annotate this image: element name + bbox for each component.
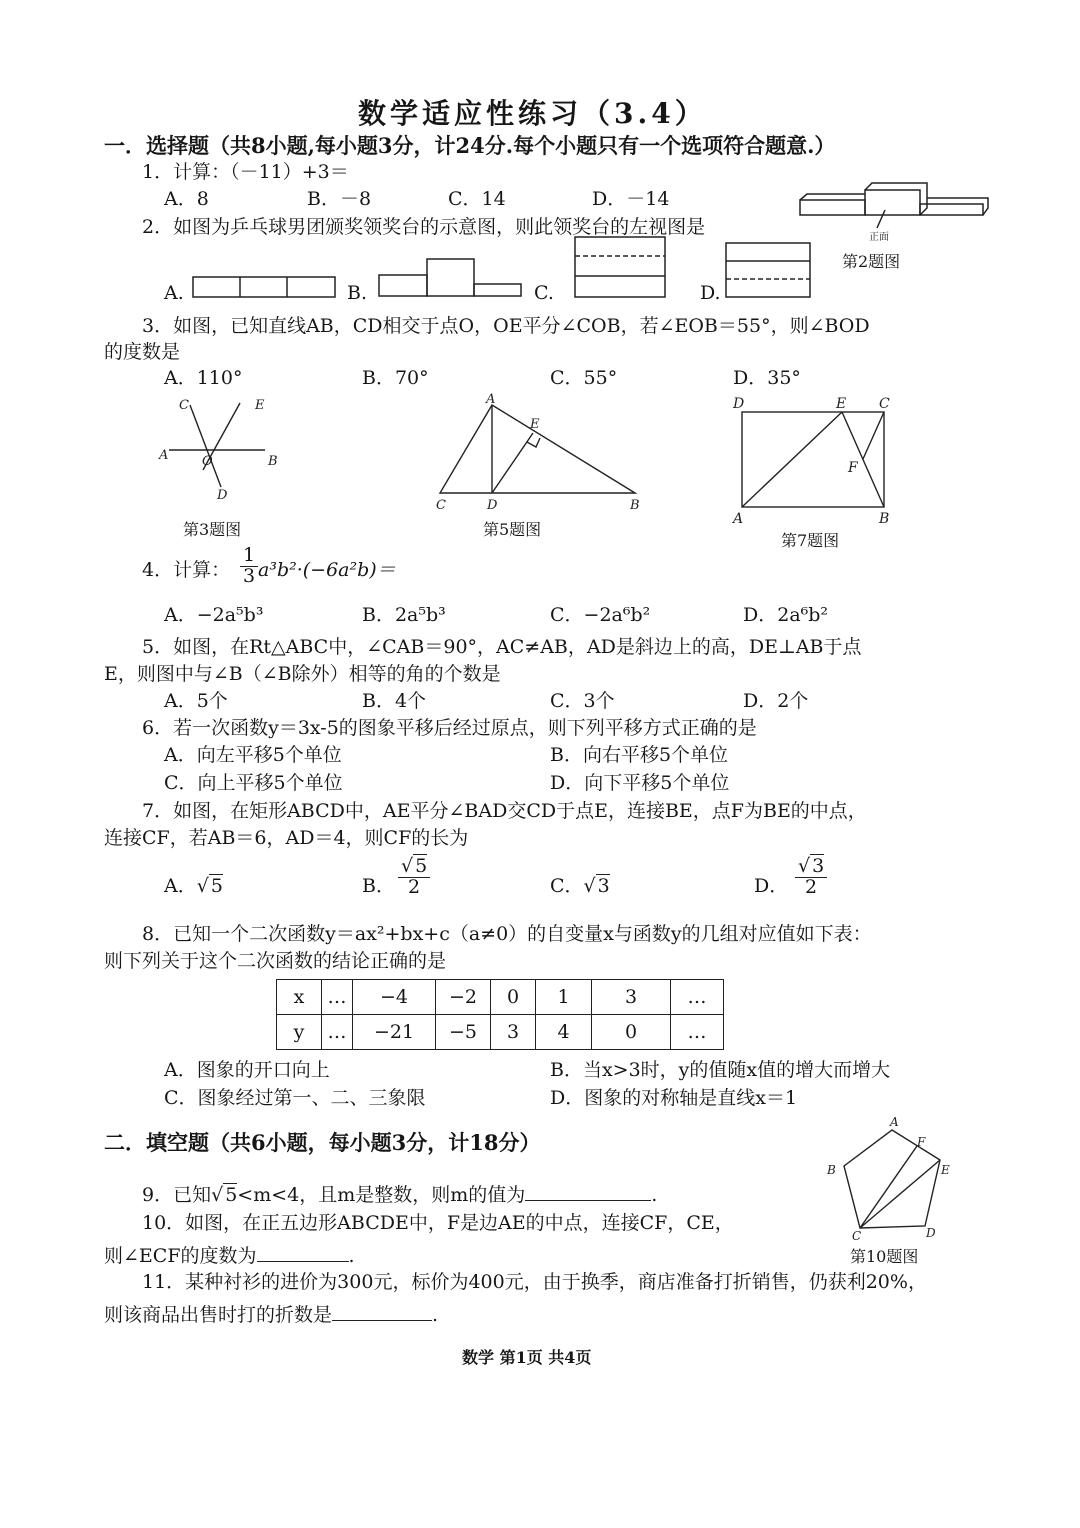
q7-option-b-den: 2 [408,875,421,898]
q7-option-c: C．√ 3 [550,875,610,897]
q7-option-d-fraction: $\frac{√ 3}{2}$ [795,857,827,898]
q2-option-b-shape [378,258,524,298]
fig10-label-a: A [890,1115,899,1129]
q7-option-a-radicand: 5 [210,875,223,897]
q9-line: 9．已知√ 5<m<4，且m是整数，则m的值为 . [142,1184,658,1206]
fig3-intersecting-lines [155,395,285,510]
q1-stem: 1．计算：（－11）+3＝ [142,161,349,183]
q1-option-b: B．－8 [307,188,372,210]
q7-option-a-label: A． [164,875,197,897]
table-cell: … [671,1015,724,1050]
q7-option-c-label: C． [550,875,584,897]
q8-stem: 8．已知一个二次函数y＝ax²+bx+c（a≠0）的自变量x与函数y的几组对应值如下表： [142,923,872,945]
table-cell: 3 [592,980,671,1015]
q8-option-a: A．图象的开口向上 [164,1059,330,1081]
q2-stem: 2．如图为乒乓球男团颁奖领奖台的示意图，则此领奖台的左视图是 [142,216,706,238]
q2-figure-caption: 第2题图 [842,252,901,271]
table-cell: 3 [491,1015,536,1050]
fig3-label-d: D [217,488,228,503]
q9-text: <m<4，且m是整数，则m的值为 [237,1184,526,1206]
fig3-label-b: B [268,454,278,469]
q7-option-d-label: D． [754,875,789,897]
q6-option-a: A．向左平移5个单位 [164,744,342,766]
fig10-label-c: C [852,1229,862,1243]
q2-option-d-shape [725,242,813,300]
q7-stem: 7．如图，在矩形ABCD中，AE平分∠BAD交CD于点E，连接BE，点F为BE的中点， [142,800,867,822]
q9-answer-blank[interactable] [525,1182,651,1201]
fig7-caption: 第7题图 [781,531,840,550]
table-cell: −2 [436,980,491,1015]
q8-stem-line2: 则下列关于这个二次函数的结论正确的是 [104,950,447,972]
q9-prefix: 9．已知 [142,1184,212,1206]
fig5-label-a: A [486,392,496,407]
q4-option-b: B．2a⁵b³ [362,604,446,626]
table-cell: −4 [353,980,436,1015]
fig7-label-c: C [879,396,890,412]
page-footer: 数学 第1页 共4页 [462,1348,592,1367]
fig5-label-c: C [436,498,446,513]
fig7-label-b: B [879,511,890,527]
q7-option-d-den: 2 [805,875,818,898]
fig3-label-e: E [255,398,265,413]
q9-radicand: 5 [225,1184,238,1206]
q9-end: . [651,1184,658,1206]
q11-end: . [432,1304,439,1326]
q6-option-d: D．向下平移5个单位 [550,772,730,794]
fig3-caption: 第3题图 [183,520,242,539]
fig3-label-o: O [202,454,213,469]
q4-fraction [240,546,258,587]
q7-option-c-radicand: 3 [597,875,610,897]
q10-answer-blank[interactable] [257,1243,349,1262]
table-cell: −21 [353,1015,436,1050]
q4-frac-den: 3 [243,564,256,587]
table-cell: … [671,980,724,1015]
table-cell: … [322,980,353,1015]
q5-option-a: A．5个 [164,690,228,712]
fig10-label-b: B [827,1163,836,1177]
q2-podium-figure [795,180,995,243]
q1-option-d: D．－14 [592,188,670,210]
section2-heading: 二．填空题（共6小题，每小题3分，计18分） [104,1130,541,1155]
q5-option-d: D．2个 [743,690,809,712]
q3-option-a: A．110° [164,367,243,389]
table-cell: −5 [436,1015,491,1050]
q7-option-b-radicand: 5 [415,855,428,877]
fig3-label-c: C [179,398,189,413]
q2-front-label: 正面 [869,232,889,243]
fig10-label-e: E [941,1163,950,1177]
q8-option-b: B．当x>3时，y的值随x值的增大而增大 [550,1059,891,1081]
q7-option-b-fraction: $\frac{√ 5}{2}$ [398,857,430,898]
q8-option-d: D．图象的对称轴是直线x＝1 [550,1087,798,1109]
fig10-caption: 第10题图 [850,1247,919,1266]
q8-table-row-x [277,980,724,1015]
table-cell: 1 [536,980,592,1015]
q2-option-d: D. [700,282,721,304]
q4-expression: a³b²·(−6a²b)＝ [258,559,396,581]
q11-stem-line2: 则该商品出售时打的折数是 [104,1304,333,1326]
q11-stem: 11．某种衬衫的进价为300元，标价为400元，由于换季，商店准备打折销售，仍获利20%， [142,1271,927,1293]
q11-answer-blank[interactable] [332,1302,432,1321]
table-cell: 0 [592,1015,671,1050]
q10-stem-line2: 则∠ECF的度数为 [104,1245,257,1267]
q4-option-a: A．−2a⁵b³ [164,604,264,626]
q3-stem-line2: 的度数是 [104,341,181,363]
fig5-caption: 第5题图 [483,520,542,539]
q3-option-c: C．55° [550,367,618,389]
table-cell: 0 [491,980,536,1015]
q5-option-b: B．4个 [362,690,427,712]
q2-option-a-shape [192,276,337,300]
q7-stem-line2: 连接CF，若AB＝6，AD＝4，则CF的长为 [104,827,469,849]
q2-option-b: B. [347,282,368,304]
q3-stem: 3．如图，已知直线AB，CD相交于点O，OE平分∠COB，若∠EOB＝55°，则∠BOD [142,315,870,337]
fig7-label-e: E [836,396,847,412]
q8-value-table [276,979,724,1050]
fig10-pentagon [822,1116,957,1246]
q4-prefix: 4．计算： [142,559,231,581]
fig3-label-a: A [159,448,169,463]
table-cell: x [277,980,322,1015]
q1-option-a: A．8 [164,188,209,210]
fig5-label-d: D [487,498,498,513]
q3-option-b: B．70° [362,367,429,389]
table-cell: 4 [536,1015,592,1050]
q4-option-d: D．2a⁶b² [743,604,829,626]
q7-option-d-radicand: 3 [812,855,825,877]
q10-stem: 10．如图，在正五边形ABCDE中，F是边AE的中点，连接CF，CE， [142,1212,734,1234]
q5-stem-line2: E，则图中与∠B（∠B除外）相等的角的个数是 [104,663,501,685]
q2-option-c: C. [534,282,554,304]
fig7-rectangle [730,392,905,527]
q6-stem: 6．若一次函数y＝3x-5的图象平移后经过原点，则下列平移方式正确的是 [142,717,757,739]
table-cell: y [277,1015,322,1050]
q5-stem: 5．如图，在Rt△ABC中，∠CAB＝90°，AC≠AB，AD是斜边上的高，DE⊥AB于点 [142,636,862,658]
fig10-label-f: F [917,1135,926,1149]
q3-option-d: D．35° [733,367,801,389]
q8-option-c: C．图象经过第一、二、三象限 [164,1087,426,1109]
q2-option-a: A. [164,282,184,304]
fig5-right-triangle [430,393,650,518]
fig5-label-b: B [630,498,640,513]
q5-option-c: C．3个 [550,690,615,712]
q11-line2 [104,1302,438,1325]
q8-table-row-y [277,1015,724,1050]
q1-option-c: C．14 [448,188,506,210]
q10-end: . [348,1245,355,1267]
page-title: 数学适应性练习（3.4） [358,97,707,130]
fig7-label-d: D [733,396,745,412]
q7-option-a: A．√ 5 [164,875,223,897]
q4-frac-num: 1 [240,546,258,567]
q2-option-c-shape [574,236,668,300]
q4-option-c: C．−2a⁶b² [550,604,651,626]
table-cell: … [322,1015,353,1050]
fig7-label-a: A [733,511,744,527]
q6-option-b: B．向右平移5个单位 [550,744,729,766]
q6-option-c: C．向上平移5个单位 [164,772,343,794]
fig10-label-d: D [926,1226,936,1240]
q7-option-b-label: B． [362,875,395,897]
q10-line2 [104,1243,355,1266]
fig7-label-f: F [848,460,858,476]
section1-heading: 一．选择题（共8小题,每小题3分，计24分.每个小题只有一个选项符合题意.） [104,133,836,158]
fig5-label-e: E [530,417,540,432]
